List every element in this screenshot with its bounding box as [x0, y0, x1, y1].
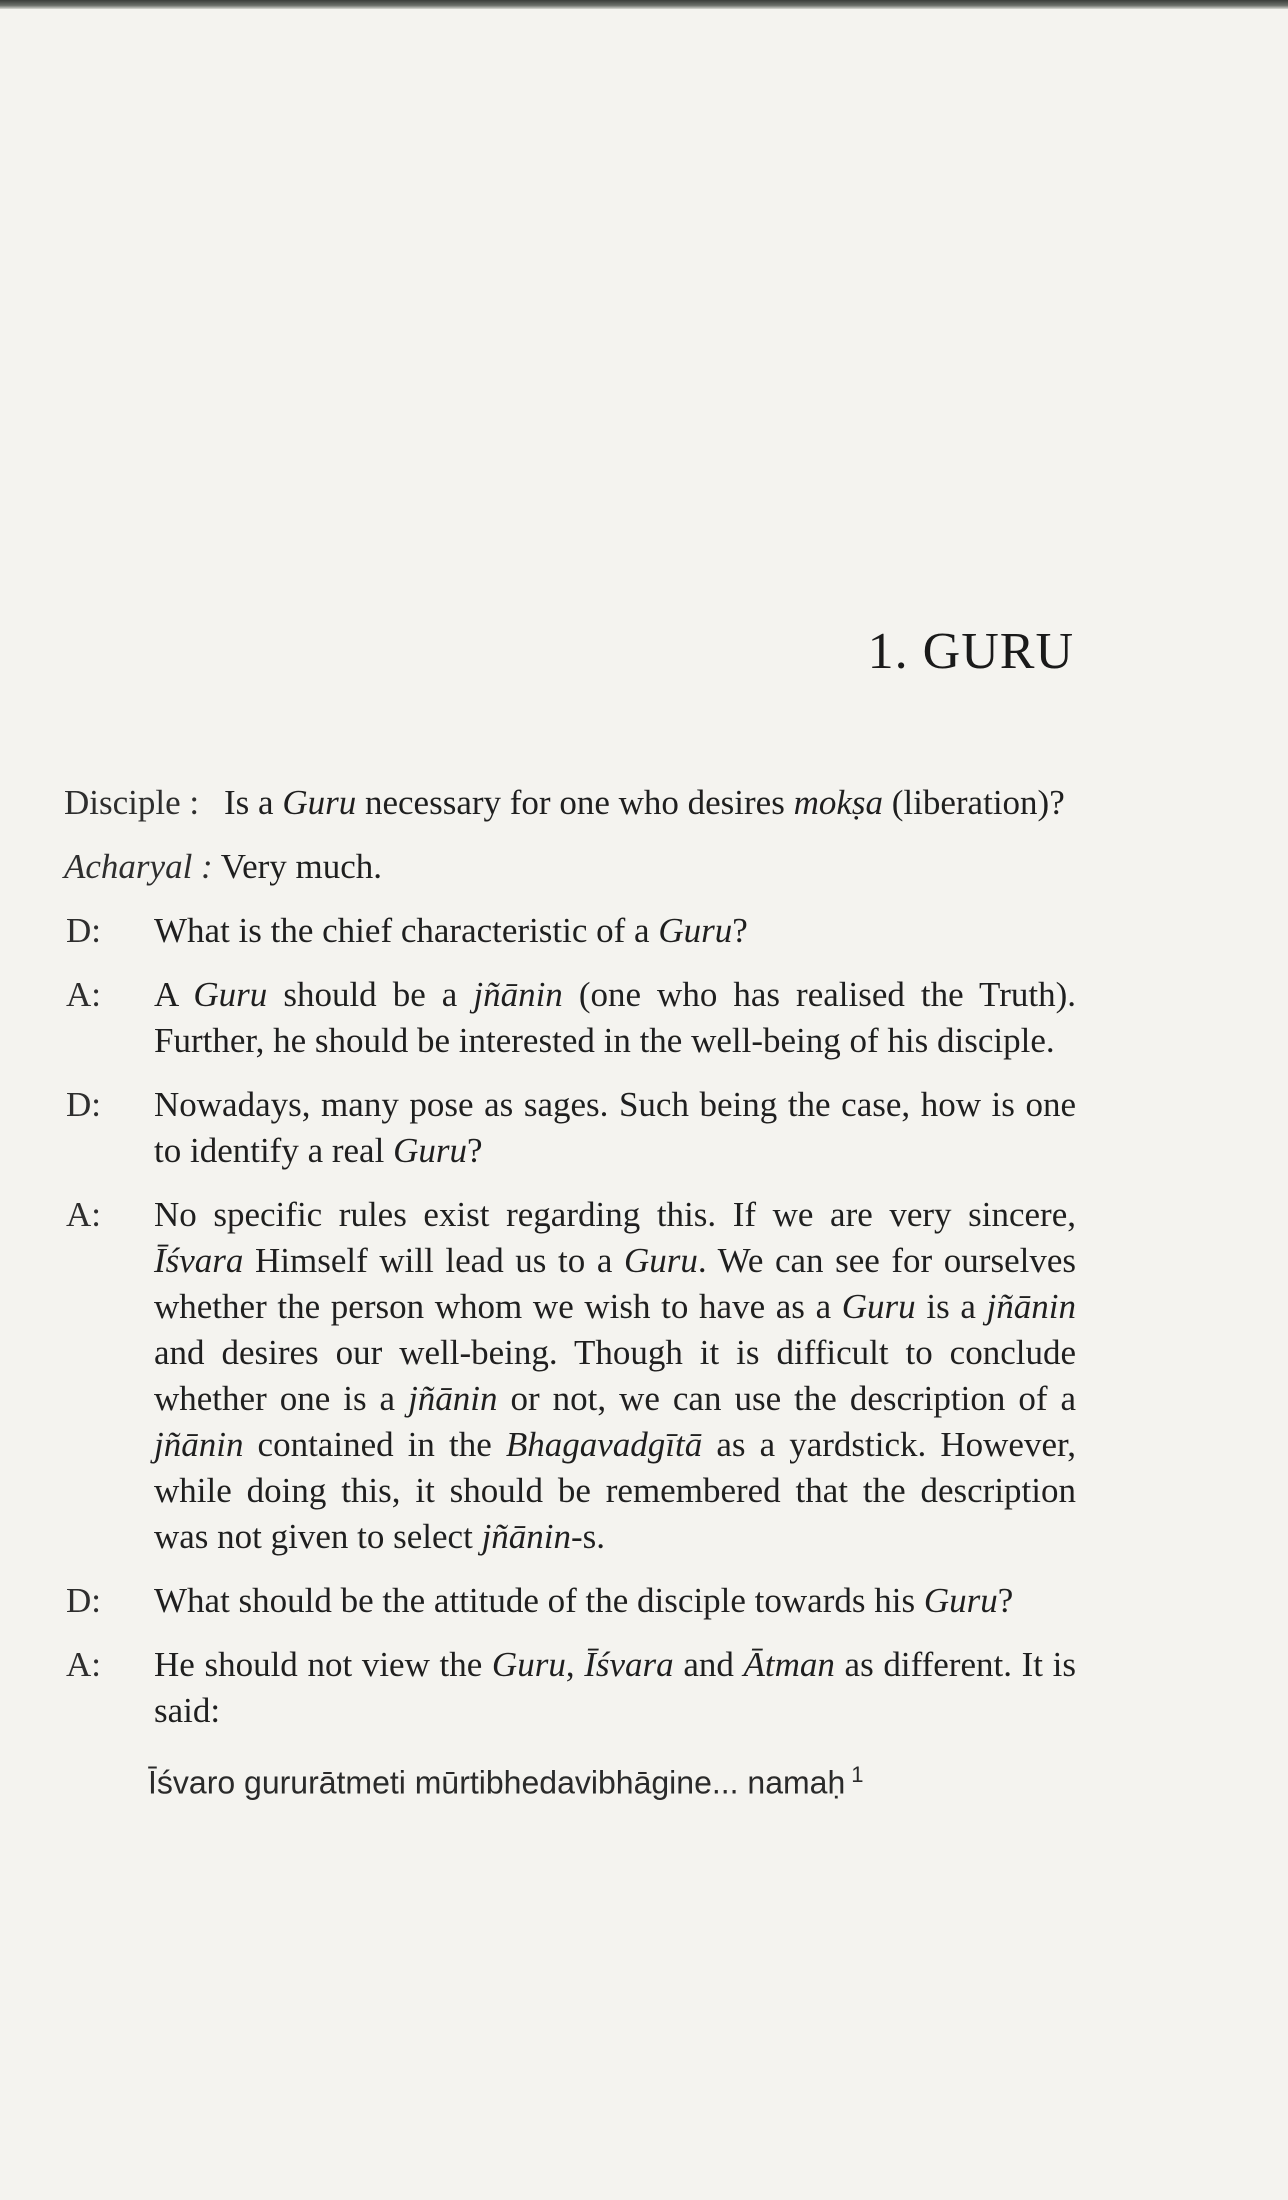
text-run: He should not view the: [154, 1645, 492, 1684]
text-run: Nowadays, many pose as sages. Such being the case, how is one to identify a real: [154, 1085, 1076, 1170]
text-run: Himself will lead us to a: [243, 1241, 624, 1280]
italic-term: Guru: [623, 1241, 698, 1280]
dialogue-entry-d: [64, 1578, 1076, 1624]
text-run: -s.: [571, 1517, 606, 1556]
dialogue-text: [154, 1578, 1076, 1624]
italic-term: mokṣa: [793, 783, 884, 822]
dialogue-text: [154, 1192, 1076, 1560]
dialogue-entry-a: [64, 1642, 1076, 1734]
page-top-edge: [0, 0, 1288, 9]
text-run: and: [673, 1645, 744, 1684]
speaker-label: A:: [66, 1195, 101, 1234]
dialogue-entry-d: [64, 1082, 1076, 1174]
text-run: or not, we can use the description of a: [497, 1379, 1076, 1418]
text-run: ?: [466, 1131, 483, 1170]
speaker-label: A:: [66, 975, 101, 1014]
text-run: as different. It is said:: [154, 1645, 1076, 1730]
dialogue-entry-a: [64, 972, 1076, 1064]
footnote-marker: 1: [851, 1762, 864, 1787]
text-run: Very much.: [220, 847, 383, 886]
italic-term: Bhagavadgītā: [505, 1425, 703, 1464]
text-run: No specific rules exist regarding this. If we are very sincere,: [154, 1195, 1076, 1234]
text-run: . We can see for ourselves whether the person whom we wish to have as a: [154, 1241, 1076, 1326]
speaker-label: D:: [66, 911, 101, 950]
text-run: Is a: [224, 783, 283, 822]
text-run: as a yardstick. However, while doing this, it should be remembered that the description was not given to select: [154, 1425, 1076, 1556]
dialogue-text: [154, 1642, 1076, 1734]
italic-term: Guru: [841, 1287, 916, 1326]
italic-term: Guru: [658, 911, 733, 950]
text-run: What should be the attitude of the disciple towards his: [154, 1581, 924, 1620]
italic-term: jñānin: [408, 1379, 498, 1418]
dialogue-text: [154, 972, 1076, 1064]
text-run: A: [154, 975, 194, 1014]
text-run: ?: [732, 911, 748, 950]
text-run: necessary for one who desires: [356, 783, 794, 822]
italic-term: jñānin: [481, 1517, 572, 1556]
text-run: (one who has realised the Truth). Further, he should be interested in the well-being of his disciple.: [154, 975, 1076, 1060]
speaker-label: A:: [66, 1645, 101, 1684]
dialogue-text: [221, 844, 1076, 890]
italic-term: Guru: [491, 1645, 566, 1684]
italic-term: Guru: [923, 1581, 998, 1620]
chapter-title: 1. GURU: [867, 623, 1074, 680]
text-run: should be a: [267, 975, 474, 1014]
text-run: ?: [997, 1581, 1014, 1620]
italic-term: Guru: [282, 783, 357, 822]
speaker-label: D:: [66, 1581, 101, 1620]
italic-term: Īśvara: [584, 1645, 674, 1684]
italic-term: Guru: [193, 975, 268, 1014]
text-run: ,: [565, 1645, 585, 1684]
italic-term: jñānin: [986, 1287, 1076, 1326]
text-run: contained in the: [243, 1425, 506, 1464]
speaker-label: Acharyal :: [64, 847, 213, 886]
text-run: is a: [915, 1287, 987, 1326]
italic-term: Īśvara: [154, 1241, 244, 1280]
italic-term: Ātman: [743, 1645, 835, 1684]
dialogue-entry-disciple-question: [64, 780, 1076, 826]
italic-term: jñānin: [473, 975, 563, 1014]
text-run: (liberation)?: [883, 783, 1065, 822]
speaker-label: D:: [66, 1085, 101, 1124]
dialogue-entry-a: [64, 1192, 1076, 1560]
text-run: What is the chief characteristic of a: [154, 911, 659, 950]
sanskrit-verse: [148, 1752, 1076, 1806]
dialogue-entry-d: [64, 908, 1076, 954]
dialogue-section: [64, 780, 1076, 1806]
speaker-label: Disciple :: [64, 783, 200, 822]
dialogue-text: [154, 908, 1076, 954]
verse-text: Īśvaro gururātmeti mūrtibhedavibhāgine... namaḥ: [148, 1764, 846, 1801]
dialogue-text: [154, 1082, 1076, 1174]
text-run: and desires our well-being. Though it is difficult to conclude whether one is a: [154, 1333, 1076, 1418]
italic-term: Guru: [393, 1131, 467, 1170]
italic-term: jñānin: [154, 1425, 244, 1464]
dialogue-entry-acharyal-answer: [64, 844, 1076, 890]
dialogue-text: [224, 780, 1076, 826]
